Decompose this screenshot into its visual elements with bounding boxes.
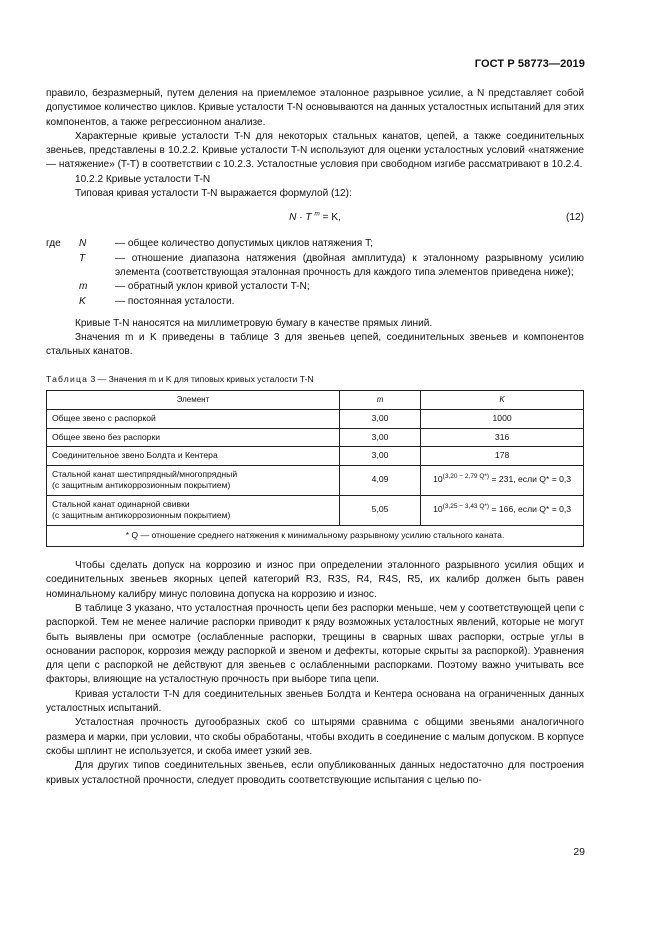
table-caption: Таблица 3 — Значения m и K для типовых кривых усталости T-N [46, 373, 314, 384]
paragraph: Кривые T-N наносятся на миллиметровую бумагу в качестве прямых линий. [75, 317, 433, 329]
paragraph: Чтобы сделать допуск на коррозию и износ при определении эталонного разрывного усилия общих и соединительных звеньев якорных цепей категорий R3, R3S, R4, R4S, R5, их калибр должен быть равен номинальному калибру минус половина допуска на коррозию и износ. [46, 560, 584, 600]
document-header: ГОСТ Р 58773—2019 [474, 58, 585, 70]
cell-element: Стальной канат одинарной свивки (с защитным антикоррозионным покрытием) [47, 495, 340, 525]
paragraph: Значения m и K приведены в таблице 3 для звеньев цепей, соединительных звеньев и компонентов стальных канатов. [46, 332, 584, 358]
cell-element: Соединительное звено Болдта и Кентера [47, 447, 340, 466]
cell-element: Общее звено без распорки [47, 428, 340, 447]
paragraph: Усталостная прочность дугообразных скоб со штырями сравнима с общими звеньями аналогичного размера и марки, при условии, что скобы обработаны, чтобы входить в соединение с малым допуском. В корпусе скобы шплинт не используется, и скоба имеет узкий зев. [46, 717, 584, 757]
section-heading: 10.2.2 Кривые усталости T-N [75, 173, 211, 185]
cell-m: 3,00 [339, 410, 420, 429]
definitions-list [46, 237, 584, 308]
cell-m: 3,00 [339, 447, 420, 466]
formula-block [46, 201, 584, 237]
paragraph: Типовая кривая усталости T-N выражается формулой (12): [75, 188, 352, 200]
table-row [47, 428, 584, 447]
paragraph: Характерные кривые усталости T-N для некоторых стальных канатов, цепей, а также соединительных звеньев, представлены в 10.2.2. Кривые усталости T-N используют для оценки усталостных условий «натяжение — натяжение» (T-T) в соответствии с 10.2.3. Усталостные условия при свободном изгибе рассматривают в 10.2.4. [46, 130, 584, 171]
column-header-m: m [339, 391, 420, 410]
column-header-element: Элемент [47, 391, 340, 410]
cell-m: 5,05 [339, 495, 420, 525]
def-symbol: N [79, 238, 87, 250]
cell-k: 1000 [421, 410, 584, 429]
column-header-k: K [421, 391, 584, 410]
formula-number: (12) [566, 212, 584, 224]
def-text: — отношение диапазона натяжения (двойная амплитуда) к эталонному разрывному усилию элемента (соответствующая эталонная прочность для каждого типа элементов приведена ниже); [115, 252, 584, 278]
body-upper [46, 87, 584, 788]
def-symbol: K [79, 295, 86, 307]
table-header-row [47, 391, 584, 410]
paragraph: Кривая усталости T-N для соединительных звеньев Болдта и Кентера основана на ограниченных данных усталостных испытаний. [46, 688, 584, 715]
formula: N · T $^m$ = K, [289, 211, 341, 224]
table-note-row [47, 525, 584, 547]
paragraph: правило, безразмерный, путем деления на приемлемое эталонное разрывное усилие, а N представляет собой допустимое количество циклов. Кривые усталости T-N основываются на данных усталостных испытаний для этих компонентов, а также регрессионном анализе. [46, 88, 584, 128]
table-row [47, 410, 584, 429]
table-footnote: * Q — отношение среднего натяжения к минимальному разрывному усилию стального каната. [47, 525, 584, 547]
values-table [46, 390, 584, 547]
def-symbol: T [79, 252, 86, 264]
paragraph: Для других типов соединительных звеньев, если опубликованных данных недостаточно для построения кривых усталостной прочности, следует проводить соответствующие испытания с целью по- [46, 760, 584, 786]
table-row [47, 465, 584, 495]
table-row [47, 495, 584, 525]
cell-k: 316 [421, 428, 584, 447]
cell-element: Стальной канат шестипрядный/многопрядный (с защитным антикоррозионным покрытием) [47, 465, 340, 495]
def-symbol: m [79, 281, 88, 293]
cell-m: 4,09 [339, 465, 420, 495]
cell-k: $10^{(3,20 - 2,79 Q*)} = 231$, если Q* = 0,3 [421, 465, 584, 495]
where-label: где [46, 238, 61, 250]
cell-m: 3,00 [339, 428, 420, 447]
paragraph: В таблице 3 указано, что усталостная прочность цепи без распорки меньше, чем у соответствующей цепи с распоркой. Тем не менее наличие распорки приводит к ряду возможных усталостных явлений, которые не могут быть выявлены при осмотре (ослабленные распорки, трещины в сварных швах распорки, острые углы в основании распорок, коррозия между распоркой и звеном и дефекты, которые скрыты за распоркой). Уравнения для цепи с распоркой не действуют для звеньев с ослабленными распорками. Поэтому важно учитывать все факторы, влияющие на усталостную прочность при выборе типа цепи. [46, 602, 584, 686]
def-text: — общее количество допустимых циклов натяжения T; [115, 238, 373, 250]
def-text: — обратный уклон кривой усталости T-N; [115, 281, 310, 293]
cell-element: Общее звено с распоркой [47, 410, 340, 429]
table-row [47, 447, 584, 466]
cell-k: 178 [421, 447, 584, 466]
def-text: — постоянная усталости. [115, 295, 235, 307]
page-number: 29 [573, 846, 585, 858]
cell-k: $10^{(3,25 - 3,43 Q*)} = 166$, если Q* = 0,3 [421, 495, 584, 525]
